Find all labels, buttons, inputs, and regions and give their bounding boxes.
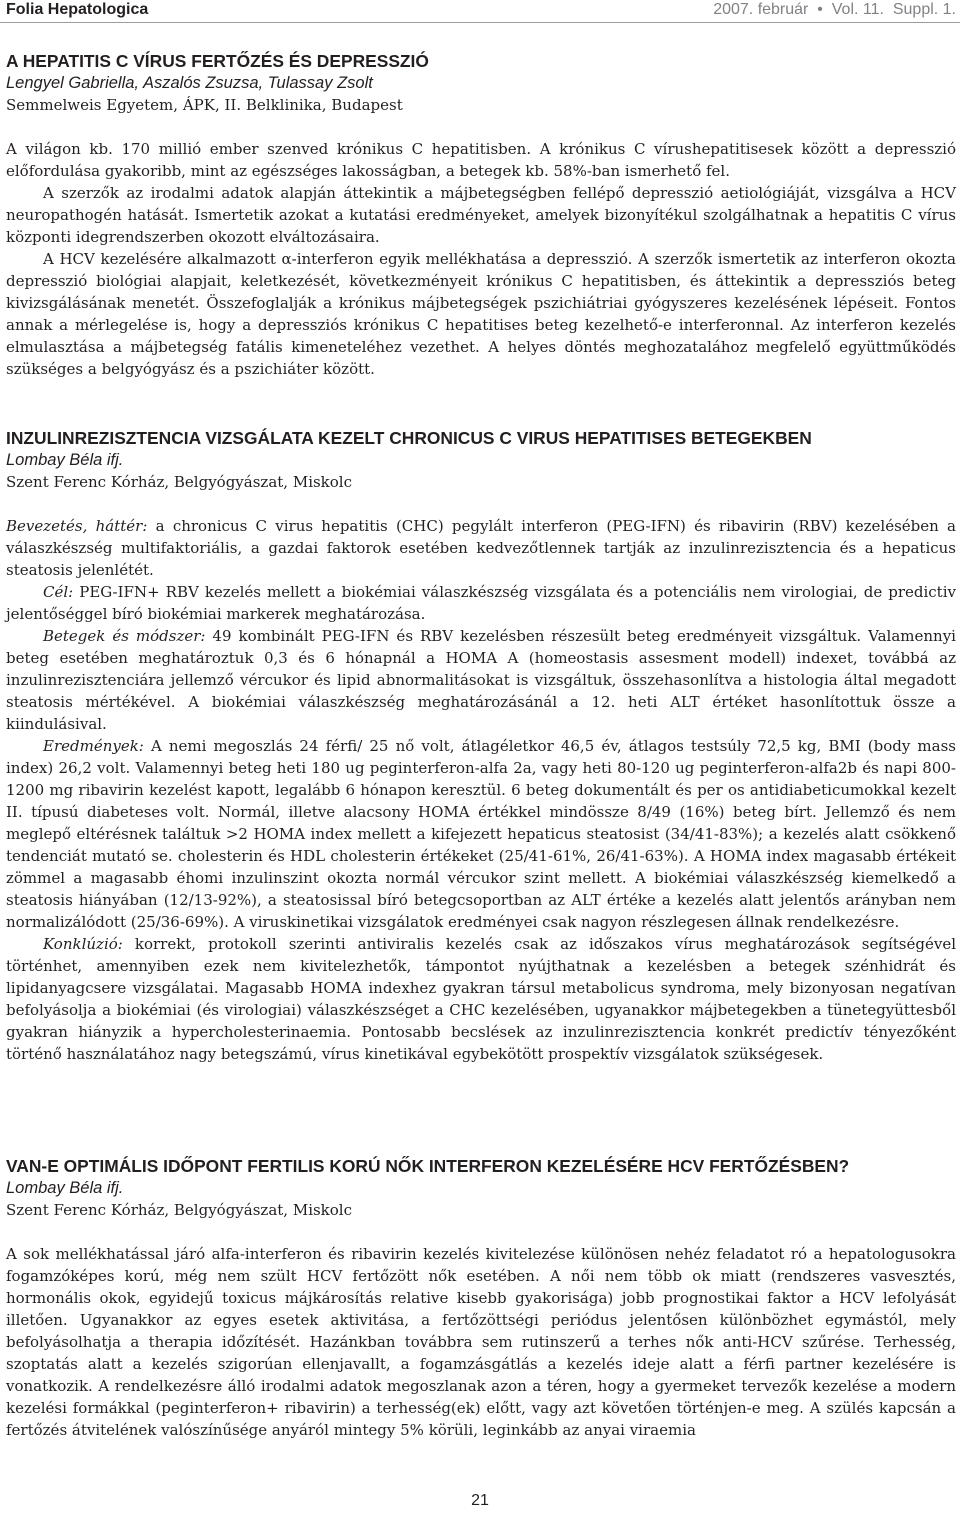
section-label: Bevezetés, háttér: [6, 517, 148, 535]
abstract-title: A HEPATITIS C VÍRUS FERTŐZÉS ÉS DEPRESSZIÓ [6, 51, 429, 71]
section-text: a chronicus C virus hepatitis (CHC) pegylált interferon (PEG-IFN) és ribavirin (RBV) kezelésében a válaszkészség multifaktoriális, a gazdai faktorok esetében kedvezőtlennek tartják az inzulinrezisztencia és a hepaticus steatosis jelenlétét. [6, 517, 956, 579]
abstract-affiliation: Szent Ferenc Kórház, Belgyógyászat, Miskolc [6, 1201, 353, 1219]
section-text: PEG-IFN+ RBV kezelés mellett a biokémiai válaszkészség vizsgálata és a potenciális nem virologiai, de predictiv jelentőséggel bíró biokémiai markerek meghatározása. [6, 583, 956, 623]
abstract-insulin-resistance [6, 427, 956, 1065]
journal-name: Folia Hepatologica [6, 1, 149, 18]
abstract-authors: Lengyel Gabriella, Aszalós Zsuzsa, Tulassay Zsolt [6, 74, 373, 92]
paragraph-background [6, 515, 956, 581]
abstract-title: INZULINREZISZTENCIA VIZSGÁLATA KEZELT CHRONICUS C VIRUS HEPATITISES BETEGEKBEN [6, 428, 812, 448]
abstract-hepatitis-depression [6, 50, 956, 380]
abstract-authors: Lombay Béla ifj. [6, 451, 124, 469]
paragraph-results [6, 735, 956, 933]
section-label: Betegek és módszer: [43, 627, 206, 645]
paragraph-methods [6, 625, 956, 735]
section-text: A nemi megoszlás 24 férfi/ 25 nő volt, átlagéletkor 46,5 év, átlagos testsúly 72,5 kg, BMI (body mass index) 26,2 volt. Valamennyi beteg heti 180 ug peginterferon-alfa 2a, vagy heti 80-120 ug peginterferon-alfa2b és napi 800-1200 mg ribavirin kezelést kapott, legalább 6 hónapon keresztül. 6 beteg dokumentált és per os antidiabeticumokkal kezelt II. típusú diabeteses volt. Normál, illetve alacsony HOMA értékkel mindössze 8/49 (16%) beteg bírt. Jellemző és nem meglepő eltérésnek találtuk >2 HOMA index mellett a kifejezett hepaticus steatosist (34/41-83%); a kezelés alatt csökkenő tendenciát mutató se. cholesterin és HDL cholesterin értékeket (25/41-61%, 26/41-63%). A HOMA index magasabb értékeit zömmel a magasabb éhomi inzulinszint okozta normál vércukor szint mellett. A biokémiai válaszkészség kiemelkedő a steatosis hiányában (12/13-92%), a steatosissal bíró betegcsoportban az ALT értéke a kezelés alatt jelentős arányban nem normalizálódott (25/36-69%). A viruskinetikai vizsgálatok eredményei csak nagyon részlegesen állnak rendelkezésre. [6, 737, 956, 931]
paragraph-conclusion [6, 933, 956, 1065]
section-label: Cél: [43, 583, 74, 601]
header-rule [0, 22, 960, 23]
section-label: Eredmények: [43, 737, 144, 755]
abstract-fertile-women [6, 1155, 956, 1441]
paragraph: A szerzők az irodalmi adatok alapján áttekintik a májbetegségben fellépő depresszió aetiológiáját, vizsgálva a HCV neuropathogén hatását. Ismertetik azokat a kutatási eredményeket, amelyek bizonyítékul szolgálhatnak a hepatitis C vírus központi idegrendszerben okozott elváltozásaira. [6, 184, 956, 246]
section-text: 49 kombinált PEG-IFN és RBV kezelésben részesült beteg eredményeit vizsgáltuk. Valamennyi beteg esetében meghatároztuk 0,3 és 6 hónapnál a HOMA A (homeostasis assesment modell) indexet, továbbá az inzulinrezisztenciára jellemző vércukor és lipid abnormalitásokat is vizsgáltuk, összehasonlítva a histologia által megadott steatosis mértékével. A biokémiai válaszkészség meghatározásánál a 12. heti ALT értéket hasonlítottuk össze a kiindulásival. [6, 627, 956, 733]
section-text: korrekt, protokoll szerinti antiviralis kezelés csak az időszakos vírus meghatározások segítségével történhet, amennyiben ezek nem kivitelezhetők, támpontot nyújthatnak a kezelésben a betegek szénhidrát és lipidanyagcsere vizsgálatai. Magasabb HOMA indexhez gyakran társul metabolicus syndroma, mely bizonyosan negatívan befolyásolja a biokémiai (és virologiai) válaszkészséget a CHC kezelésében, ugyanakkor májbetegekben a tünetegyüttesből gyakran hiányzik a hypercholesterinaemia. Pontosabb becslések az inzulinrezisztencia konkrét predictív tényezőként történő használatához nagy betegszámú, vírus kinetikával egybekötött prospektív vizsgálatok szükségesek. [6, 935, 956, 1063]
abstract-body [6, 515, 956, 1065]
paragraph-aim [6, 581, 956, 625]
paragraph: A HCV kezelésére alkalmazott α-interferon egyik mellékhatása a depresszió. A szerzők ismertetik az interferon okozta depresszió biológiai alapjait, keletkezését, következményeit krónikus C hepatitisben, és áttekintik a depressziós beteg kivizsgálásának menetét. Összefoglalják a krónikus májbetegségek pszichiátriai gyógyszeres kezelésének lépéseit. Fontos annak a mérlegelése is, hogy a depressziós krónikus C hepatitises beteg kezelhető-e interferonnal. Az interferon kezelés elmulasztása a májbetegség fatális kimeneteléhez vezethet. A helyes döntés meghozatalához megfelelő együttműködés szükséges a belgyógyász és a pszichiáter között. [6, 250, 956, 378]
paragraph: A világon kb. 170 millió ember szenved krónikus C hepatitisben. A krónikus C vírushepatitisesek között a depresszió előfordulása gyakoribb, mint az egészséges lakosságban, a betegek kb. 58%-ban ismerhető fel. [6, 140, 956, 180]
issue-info: 2007. február • Vol. 11. Suppl. 1. [713, 1, 956, 18]
section-label: Konklúzió: [43, 935, 123, 953]
running-header [0, 0, 960, 22]
page-number: 21 [471, 1492, 489, 1509]
abstract-authors: Lombay Béla ifj. [6, 1179, 124, 1197]
abstract-title: VAN-E OPTIMÁLIS IDŐPONT FERTILIS KORÚ NŐK INTERFERON KEZELÉSÉRE HCV FERTŐZÉSBEN? [6, 1156, 850, 1176]
abstract-body [6, 138, 956, 380]
abstract-affiliation: Szent Ferenc Kórház, Belgyógyászat, Miskolc [6, 473, 353, 491]
paragraph: A sok mellékhatással járó alfa-interferon és ribavirin kezelés kivitelezése különösen nehéz feladatot ró a hepatologusokra fogamzóképes korú, még nem szült HCV fertőzött nők esetében. A női nem több ok miatt (rendszeres vasvesztés, hormonális okok, egyidejű toxicus májkárosítás relative kisebb gyakorisága) jobb prognostikai faktor a HCV lefolyását illetően. Ugyanakkor az egyes esetek aktivitása, a fertőzöttségi periódus jelentősen különbözhet egymástól, mely befolyásolhatja a therapia időzítését. Hazánkban továbbra sem rutinszerű a terhes nők anti-HCV szűrése. Terhesség, szoptatás alatt a kezelés szigorúan ellenjavallt, a fogamzásgátlás a kezelés ideje alatt a férfi partner kezelésére is vonatkozik. A rendelkezésre álló irodalmi adatok megoszlanak azon a téren, hogy a gyermeket tervezők kezelése a modern kezelési formákkal (peginterferon+ ribavirin) a terhesség(ek) előtt, vagy azt követően történjen-e meg. A szülés kapcsán a fertőzés átvitelének valószínűsége anyáról mintegy 5% körüli, leginkább az anyai viraemia [6, 1245, 956, 1439]
abstract-affiliation: Semmelweis Egyetem, ÁPK, II. Belklinika, Budapest [6, 96, 403, 114]
abstract-body [6, 1243, 956, 1441]
